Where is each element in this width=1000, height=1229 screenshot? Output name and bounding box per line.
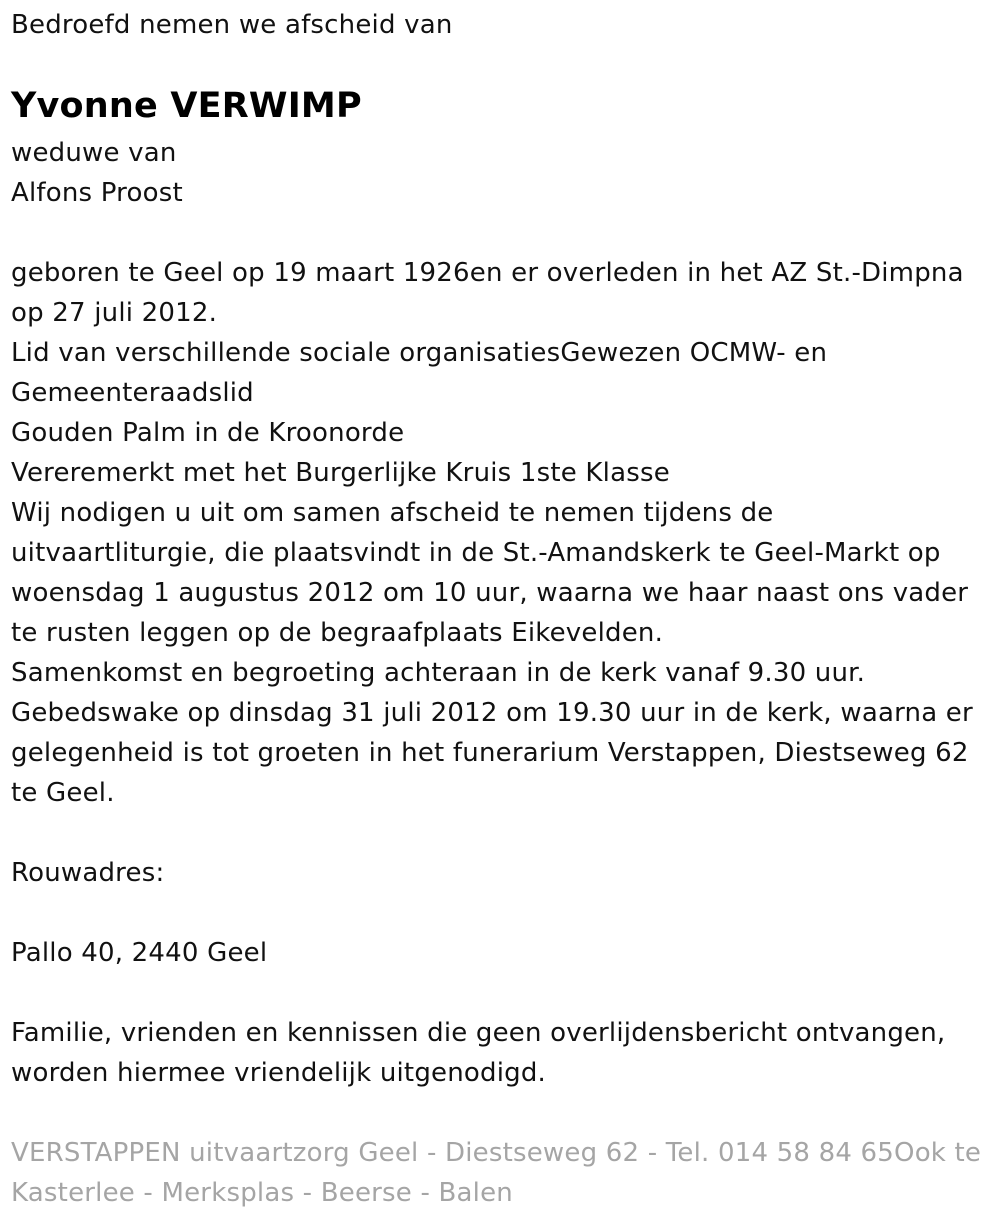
spouse-name: Alfons Proost <box>11 178 183 208</box>
body-line: te rusten leggen op de begraafplaats Eikevelden. <box>11 618 664 648</box>
body-line: Gemeenteraadslid <box>11 378 254 408</box>
body-line: Samenkomst en begroeting achteraan in de kerk vanaf 9.30 uur. <box>11 658 866 688</box>
body-line: Lid van verschillende sociale organisatiesGewezen OCMW- en <box>11 338 828 368</box>
body-line: Wij nodigen u uit om samen afscheid te nemen tijdens de <box>11 498 774 528</box>
body-line: uitvaartliturgie, die plaatsvindt in de St.-Amandskerk te Geel-Markt op <box>11 538 941 568</box>
spacer <box>11 893 973 933</box>
funeral-home-footer <box>11 1133 981 1213</box>
body-line: Vereremerkt met het Burgerlijke Kruis 1ste Klasse <box>11 458 670 488</box>
body-line: op 27 juli 2012. <box>11 298 218 328</box>
spouse-block <box>11 133 183 213</box>
address-label: Rouwadres: <box>11 858 165 888</box>
footer-line: Kasterlee - Merksplas - Beerse - Balen <box>11 1178 513 1208</box>
intro-line: Bedroefd nemen we afscheid van <box>11 10 453 40</box>
spouse-label: weduwe van <box>11 138 177 168</box>
spacer <box>11 813 973 853</box>
closing-line: Familie, vrienden en kennissen die geen overlijdensbericht ontvangen, <box>11 1018 946 1048</box>
body-line: geboren te Geel op 19 maart 1926en er overleden in het AZ St.-Dimpna <box>11 258 964 288</box>
spacer <box>11 973 973 1013</box>
mourning-address: Pallo 40, 2440 Geel <box>11 938 268 968</box>
notice-body <box>11 253 973 1093</box>
body-line: Gebedswake op dinsdag 31 juli 2012 om 19.30 uur in de kerk, waarna er <box>11 698 973 728</box>
footer-line: VERSTAPPEN uitvaartzorg Geel - Diestseweg 62 - Tel. 014 58 84 65Ook te <box>11 1138 982 1168</box>
closing-line: worden hiermee vriendelijk uitgenodigd. <box>11 1058 547 1088</box>
body-line: woensdag 1 augustus 2012 om 10 uur, waarna we haar naast ons vader <box>11 578 969 608</box>
body-line: Gouden Palm in de Kroonorde <box>11 418 405 448</box>
body-line: gelegenheid is tot groeten in het funerarium Verstappen, Diestseweg 62 <box>11 738 969 768</box>
intro-text <box>11 5 453 45</box>
deceased-name: Yvonne VERWIMP <box>11 86 362 126</box>
body-line: te Geel. <box>11 778 115 808</box>
